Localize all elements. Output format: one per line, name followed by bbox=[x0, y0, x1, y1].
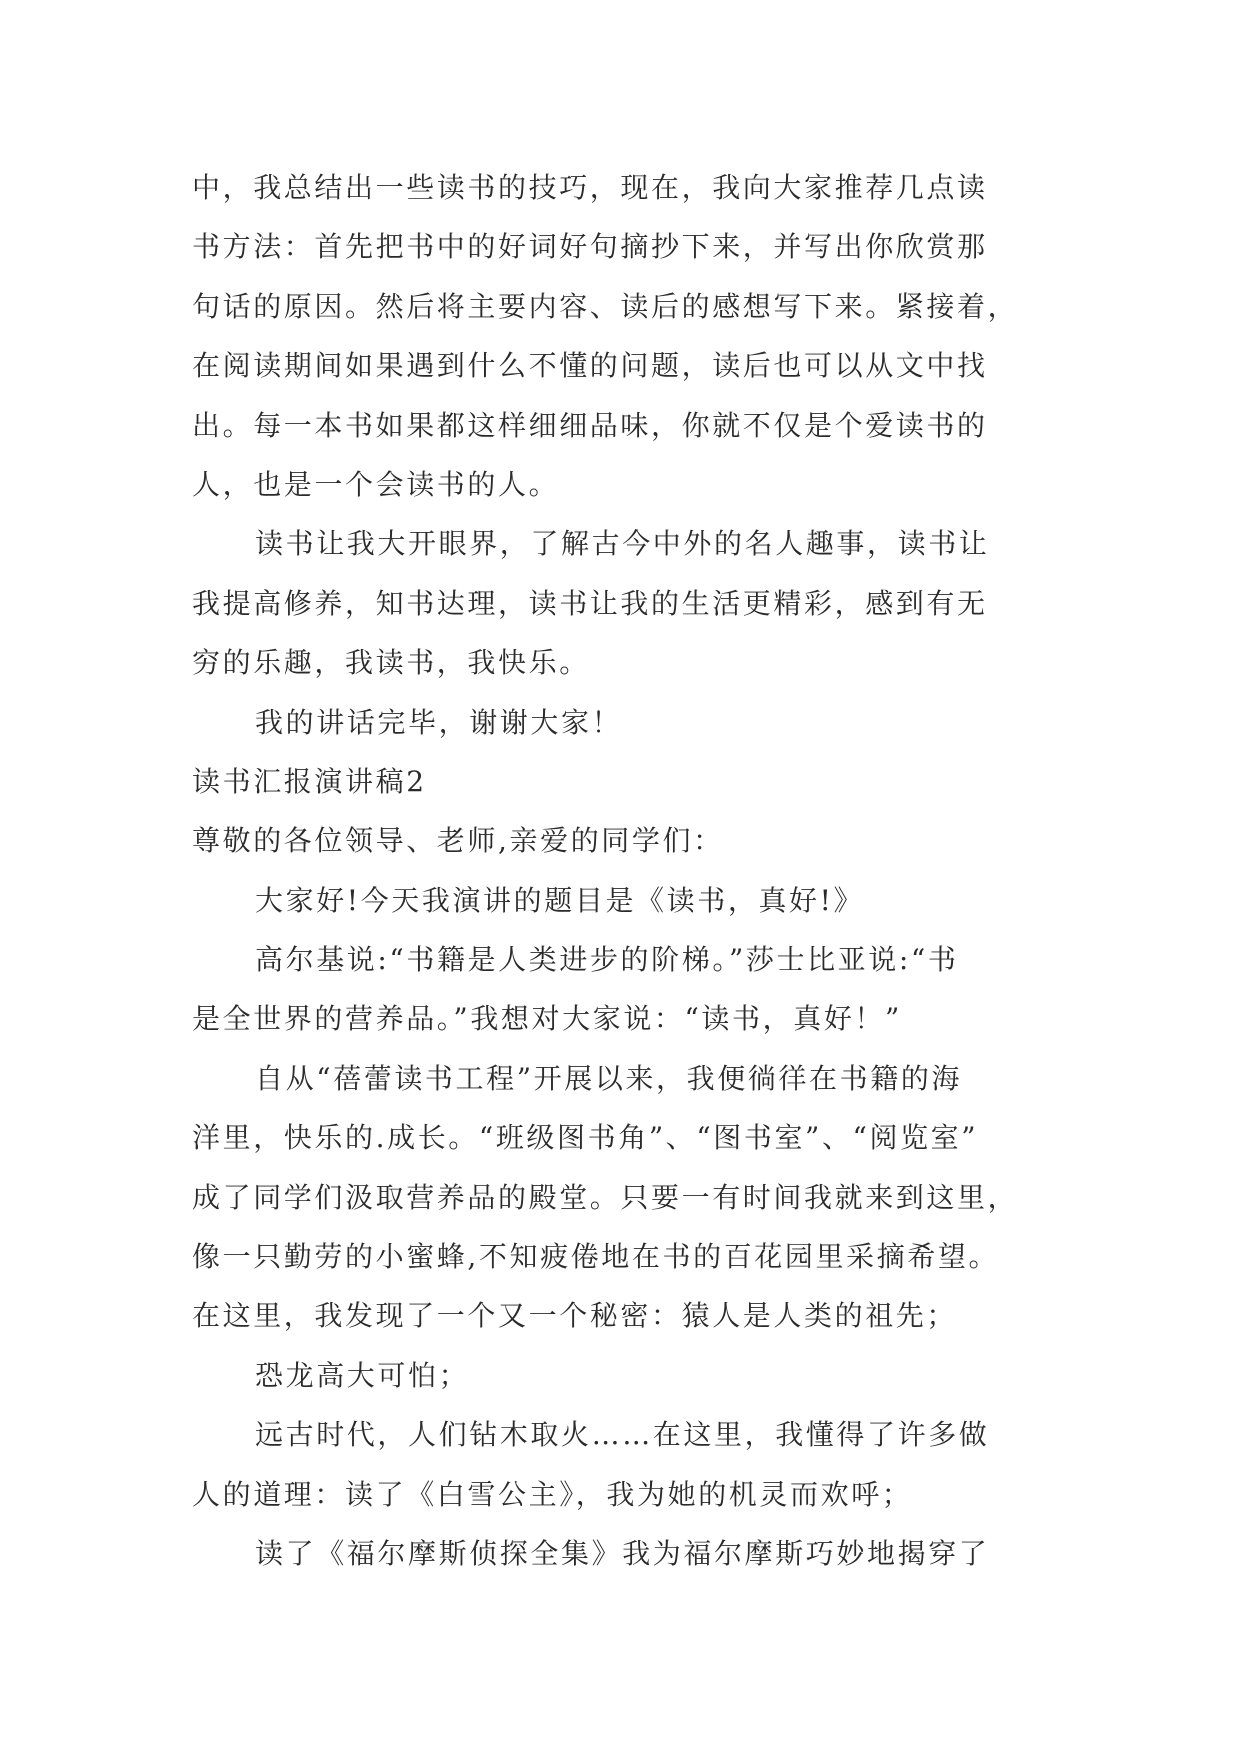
paragraph-start: 我的讲话完毕，谢谢大家！ bbox=[255, 705, 623, 739]
paragraph-start: 大家好!今天我演讲的题目是《读书，真好!》 bbox=[255, 883, 865, 917]
paragraph-start: 自从“蓓蕾读书工程”开展以来，我便徜徉在书籍的海 bbox=[255, 1061, 963, 1095]
text-line: 像一只勤劳的小蜜蜂,不知疲倦地在书的百花园里采摘希望。 bbox=[192, 1240, 1000, 1274]
paragraph-start: 远古时代，人们钻木取火……在这里，我懂得了许多做 bbox=[255, 1418, 990, 1452]
text-line: 在阅读期间如果遇到什么不懂的问题，读后也可以从文中找 bbox=[192, 349, 988, 383]
text-line: 出。每一本书如果都这样细细品味，你就不仅是个爱读书的 bbox=[192, 408, 988, 442]
paragraph-start: 高尔基说:“书籍是人类进步的阶梯。”莎士比亚说:“书 bbox=[255, 943, 959, 977]
text-line: 在这里，我发现了一个又一个秘密：猿人是人类的祖先； bbox=[192, 1299, 958, 1333]
paragraph-start: 读了《福尔摩斯侦探全集》我为福尔摩斯巧妙地揭穿了 bbox=[255, 1536, 990, 1570]
text-line: 是全世界的营养品。”我想对大家说：“读书，真好！” bbox=[192, 1002, 902, 1036]
text-line: 穷的乐趣，我读书，我快乐。 bbox=[192, 646, 590, 680]
salutation: 尊敬的各位领导、老师,亲爱的同学们： bbox=[192, 824, 724, 858]
text-line: 我提高修养，知书达理，读书让我的生活更精彩，感到有无 bbox=[192, 586, 988, 620]
text-line: 成了同学们汲取营养品的殿堂。只要一有时间我就来到这里， bbox=[192, 1180, 1019, 1214]
paragraph-start: 读书让我大开眼界，了解古今中外的名人趣事，读书让 bbox=[255, 527, 990, 561]
text-line: 人的道理：读了《白雪公主》，我为她的机灵而欢呼； bbox=[192, 1477, 913, 1511]
document-body bbox=[192, 158, 1054, 1583]
text-line: 句话的原因。然后将主要内容、读后的感想写下来。紧接着， bbox=[192, 289, 1019, 323]
text-line: 书方法：首先把书中的好词好句摘抄下来，并写出你欣赏那 bbox=[192, 230, 988, 264]
text-line: 中，我总结出一些读书的技巧，现在，我向大家推荐几点读 bbox=[192, 171, 988, 204]
text-line: 人，也是一个会读书的人。 bbox=[192, 467, 560, 501]
paragraph-start: 恐龙高大可怕； bbox=[255, 1358, 470, 1392]
text-line: 洋里，快乐的.成长。“班级图书角”、“图书室”、“阅览室” bbox=[192, 1121, 979, 1155]
section-title: 读书汇报演讲稿2 bbox=[192, 764, 427, 798]
